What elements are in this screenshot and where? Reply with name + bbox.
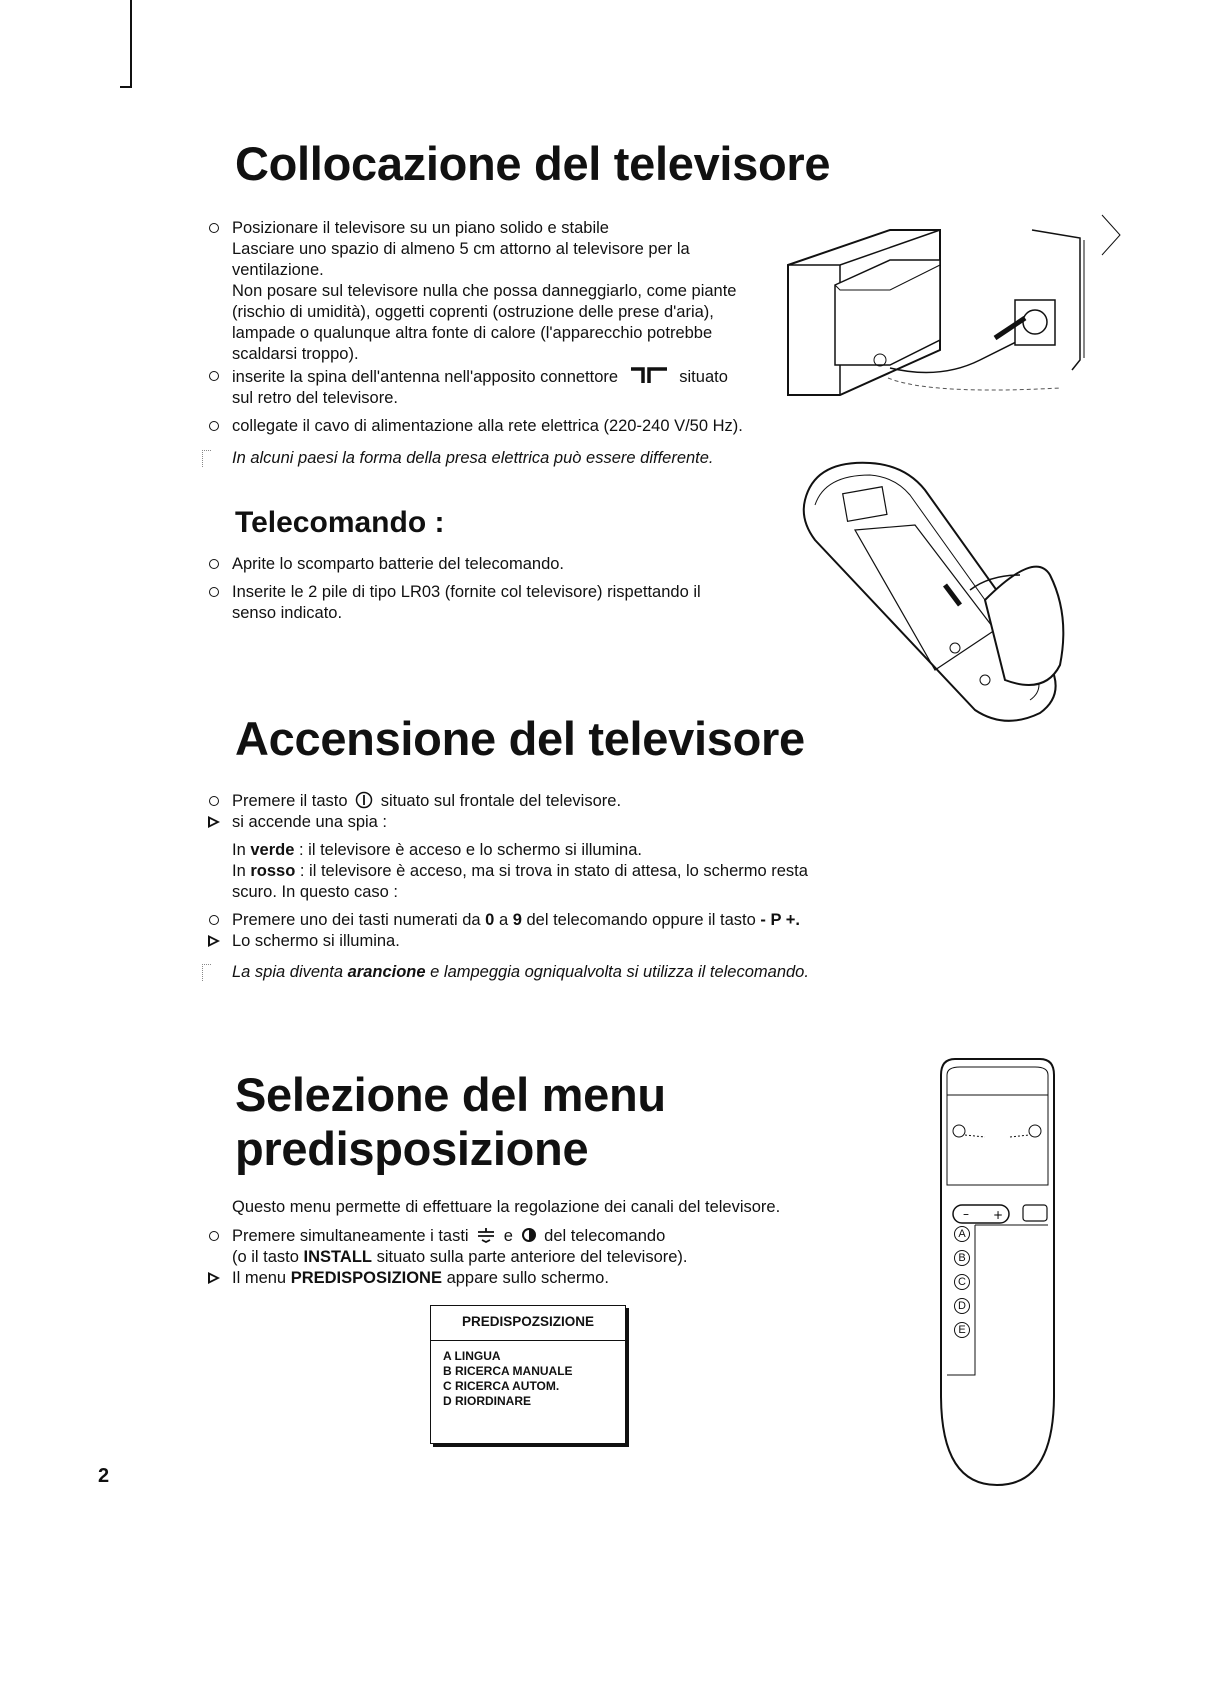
tv-connection-illustration [780,210,1125,420]
note-item [232,962,892,983]
text: Il menu [232,1269,287,1287]
text-line: lampade o qualunque altra fonte di calore (l'apparecchio potrebbe [232,324,713,342]
result-item [232,812,852,833]
power-icon [355,791,373,809]
result-arrow-icon [204,931,224,953]
result-item [232,931,852,952]
remote-button-b: B [942,1250,982,1274]
text-line: Questo menu permette di effettuare la regolazione dei canali del televisore. [232,1198,781,1216]
list-item [232,582,772,624]
text: a [498,911,509,929]
intro-text [232,1197,872,1218]
text: In [232,862,246,880]
text-line: Aprite lo scomparto batterie del telecomando. [232,555,565,573]
section-title-telecomando: Telecomando : [235,506,445,539]
bullet-icon [204,910,224,931]
note-icon [202,450,211,467]
key-p: - P +. [760,911,801,929]
svg-text:–: – [963,1207,969,1221]
remote-button-e: E [942,1322,982,1346]
text: situato sul frontale del televisore. [380,792,622,810]
text-line: sul retro del televisore. [232,389,398,407]
text: (o il tasto [232,1248,299,1266]
text-line: scaldarsi troppo). [232,345,359,363]
rosso-label: rosso [250,862,296,880]
text-line: scuro. In questo caso : [232,883,399,901]
result-arrow-icon [204,812,224,834]
page-number: 2 [98,1465,110,1487]
text-line: ventilazione. [232,261,324,279]
text-line: Non posare sul televisore nulla che possa danneggiarlo, come piante [232,282,737,300]
menu-key-icon [476,1227,496,1243]
predisposizione-menu-screen [430,1305,626,1444]
text: In [232,841,246,859]
text: Premere simultaneamente i tasti [232,1227,469,1245]
text-line: Lasciare uno spazio di almeno 5 cm attorno al televisore per la [232,240,690,258]
bullet-icon [204,416,224,437]
remote-button-c: C [942,1274,982,1298]
text-line: senso indicato. [232,604,343,622]
remote-button-d: D [942,1298,982,1322]
text: La spia diventa [232,963,343,981]
install-key: INSTALL [303,1248,372,1266]
svg-text:+: + [993,1208,1004,1222]
status-description [232,840,852,903]
menu-title: PREDISPOZSIZIONE [431,1306,625,1341]
menu-item-ricerca-manuale: B RICERCA MANUALE [443,1364,573,1378]
menu-item-ricerca-autom: C RICERCA AUTOM. [443,1379,560,1393]
text-line: Posizionare il televisore su un piano solido e stabile [232,219,609,237]
section-title-collocazione: Collocazione del televisore [235,137,831,190]
text-line: collegate il cavo di alimentazione alla rete elettrica (220-240 V/50 Hz). [232,417,743,435]
remote-button-a: A [942,1226,982,1250]
key-0: 0 [485,911,495,929]
menu-item-lingua: A LINGUA [443,1349,501,1363]
bullet-icon [204,791,224,812]
section-title-accensione: Accensione del televisore [235,712,805,765]
note-item [232,448,792,469]
text: Premere il tasto [232,792,348,810]
text: : il televisore è acceso, ma si trova in stato di attesa, lo schermo resta [299,862,808,880]
bullet-icon [204,582,224,603]
text: situato [679,368,728,386]
bullet-icon [204,554,224,575]
text: inserite la spina dell'antenna nell'apposito connettore [232,368,619,386]
bullet-icon [204,218,224,239]
text: del telecomando [544,1227,666,1245]
list-item [232,791,852,812]
list-item [232,416,792,437]
list-item [232,554,772,575]
bullet-icon [204,1226,224,1247]
text: del telecomando oppure il tasto [526,911,756,929]
section-title-selezione [235,1068,666,1176]
binding-mark [120,0,132,88]
bullet-icon [204,366,224,387]
half-circle-key-icon [521,1227,537,1243]
key-9: 9 [512,911,522,929]
menu-item-riordinare: D RIORDINARE [443,1394,532,1408]
list-item [232,366,772,409]
remote-button-list [942,1226,982,1346]
text: Premere uno dei tasti numerati da [232,911,481,929]
result-item [232,1268,872,1289]
list-item [232,218,772,365]
text-line: In alcuni paesi la forma della presa elettrica può essere differente. [232,449,714,467]
text: e lampeggia ogniqualvolta si utilizza il telecomando. [430,963,809,981]
note-icon [202,964,211,981]
antenna-connector-icon [629,366,669,384]
list-item [232,910,872,931]
text: appare sullo schermo. [446,1269,609,1287]
text-line: (rischio di umidità), oggetti coprenti (ostruzione delle prese d'aria), [232,303,714,321]
text: : il televisore è acceso e lo schermo si illumina. [298,841,642,859]
list-item [232,1226,872,1268]
text-line: si accende una spia : [232,813,388,831]
title-line: predisposizione [235,1122,589,1175]
title-line: Selezione del menu [235,1068,666,1121]
remote-battery-illustration [795,455,1080,730]
text: situato sulla parte anteriore del televisore). [376,1248,688,1266]
result-arrow-icon [204,1268,224,1290]
text-line: Inserite le 2 pile di tipo LR03 (fornite col televisore) rispettando il [232,583,701,601]
text: e [503,1227,513,1245]
predisposizione-label: PREDISPOSIZIONE [290,1269,442,1287]
text-line: Lo schermo si illumina. [232,932,400,950]
arancione-label: arancione [347,963,426,981]
verde-label: verde [250,841,295,859]
